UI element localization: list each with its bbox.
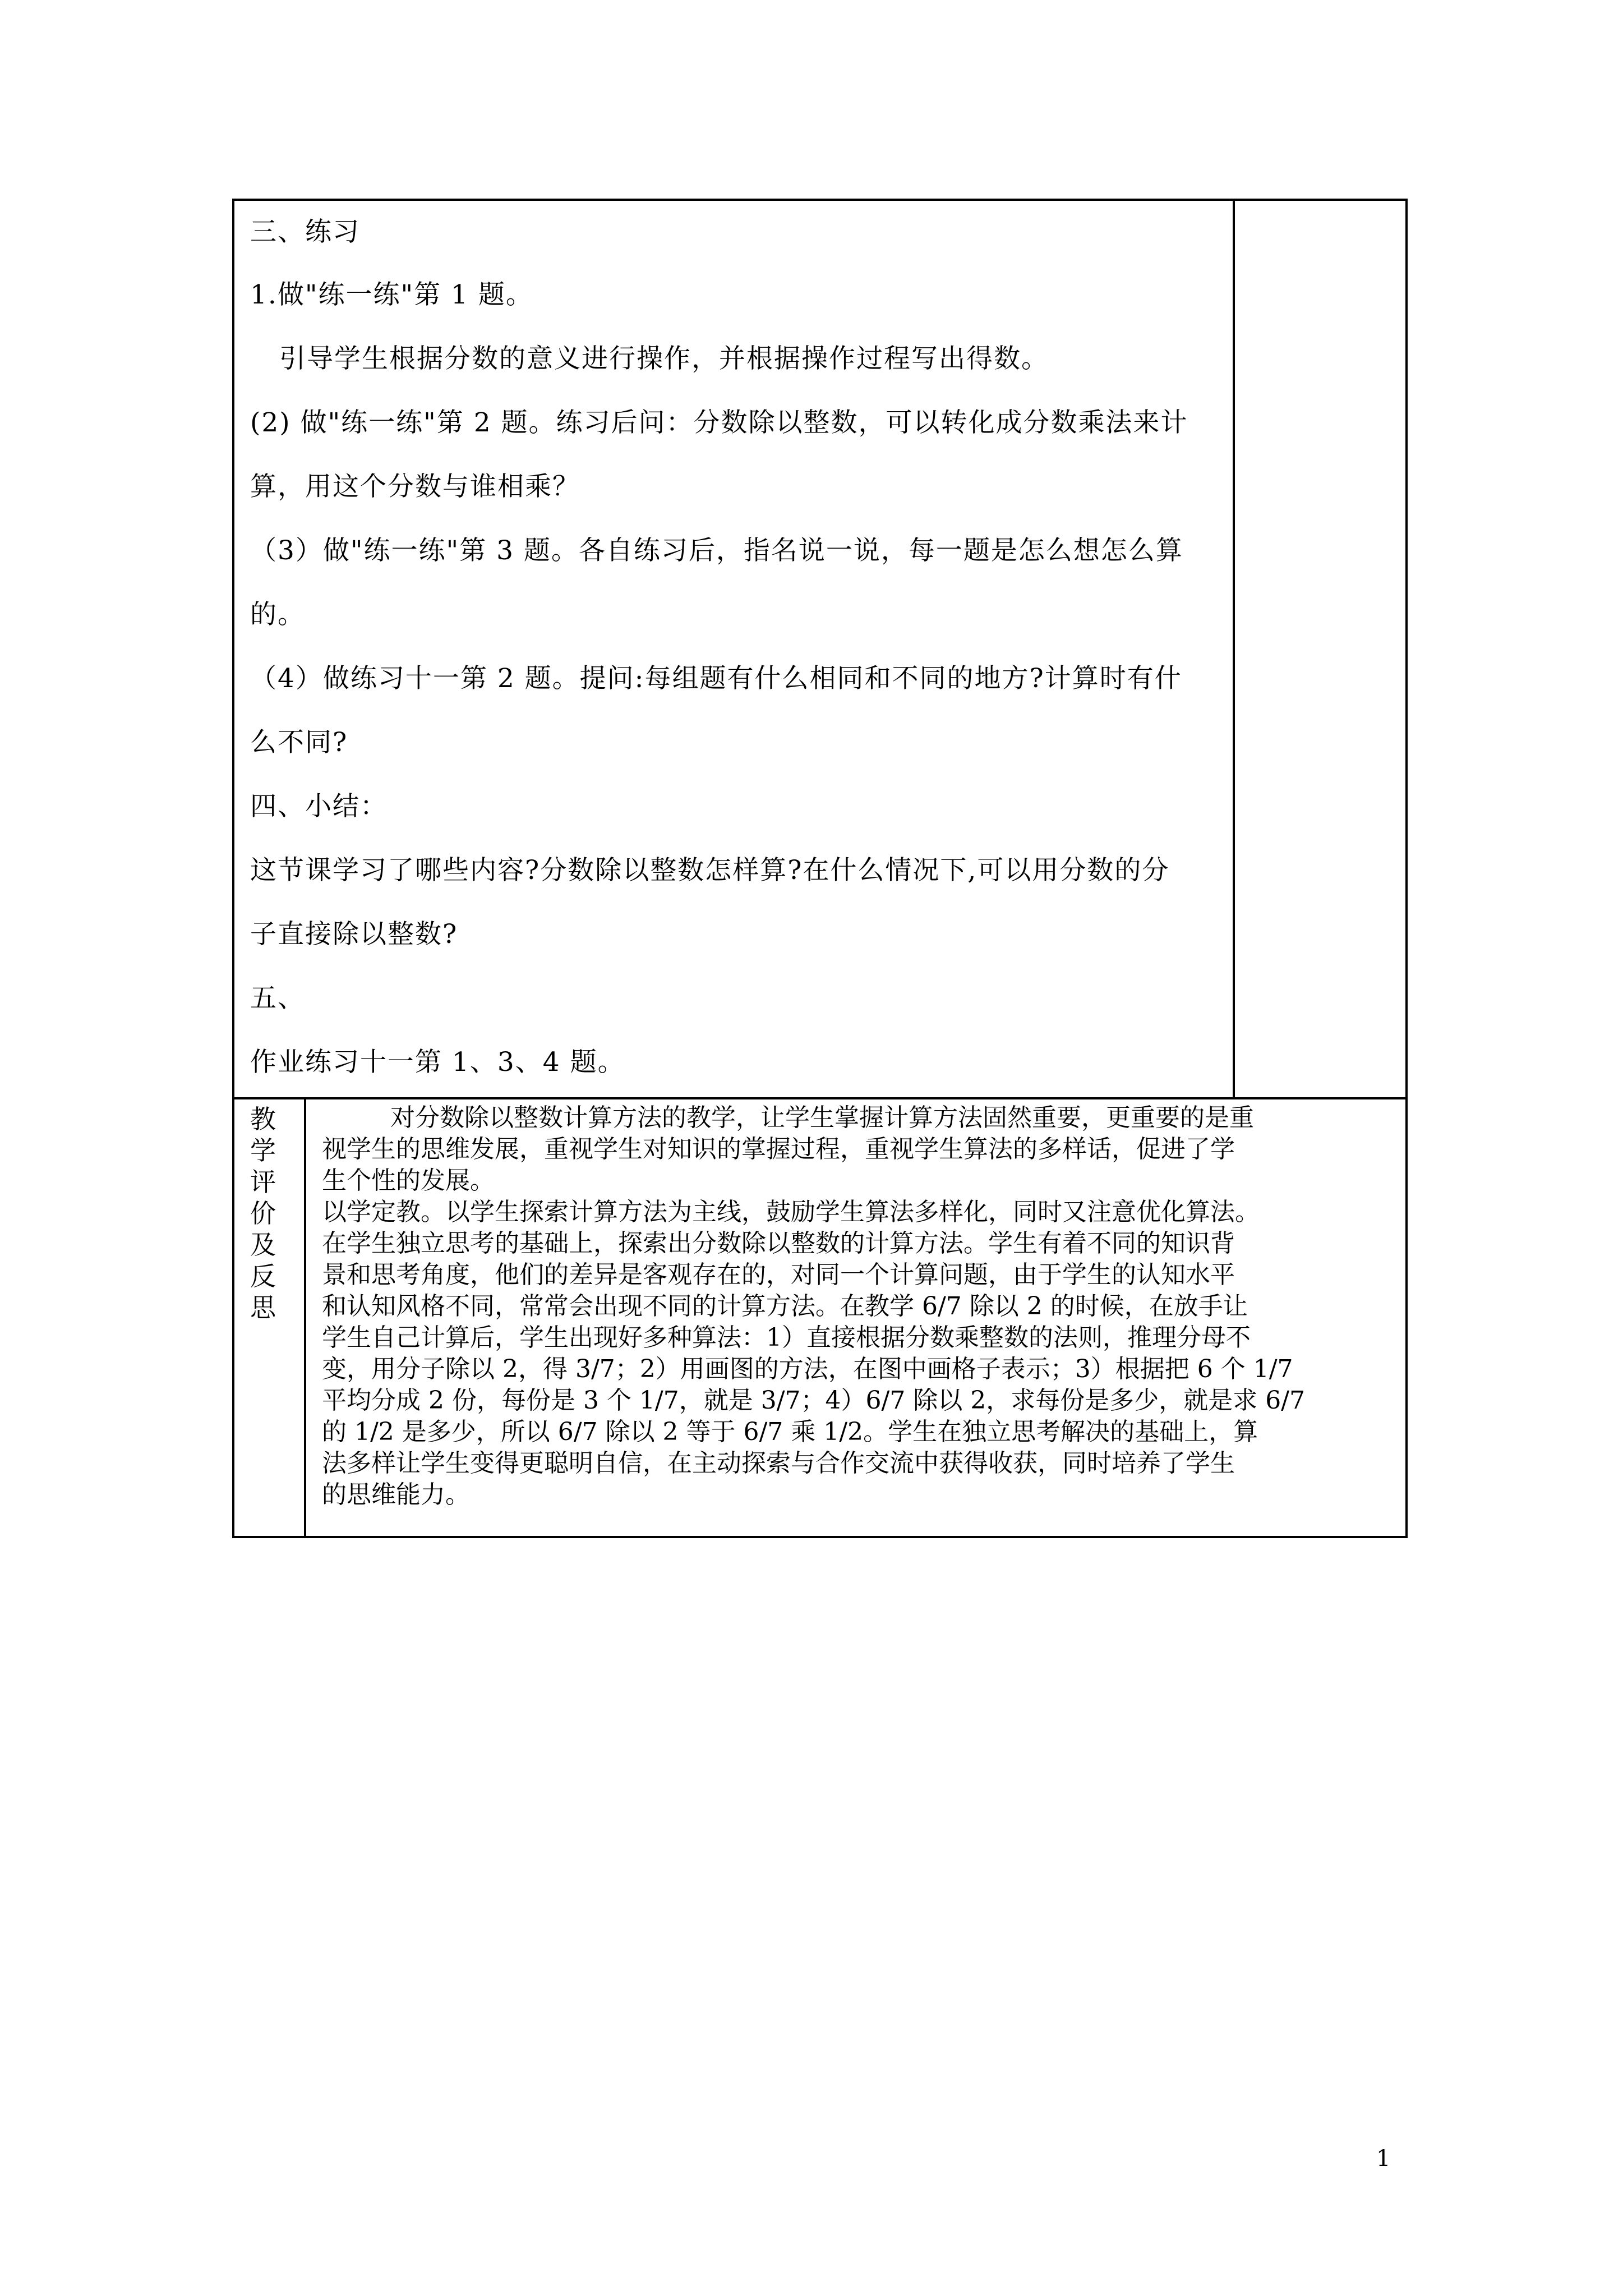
- evaluation-line: 学生自己计算后，学生出现好多种算法：1）直接根据分数乘整数的法则，推理分母不: [322, 1323, 1251, 1352]
- practice-line: （3）做"练一练"第 3 题。各自练习后，指名说一说，每一题是怎么想怎么算: [250, 535, 1183, 566]
- evaluation-label-char: 思: [250, 1292, 276, 1323]
- evaluation-label-char: 价: [250, 1198, 276, 1228]
- evaluation-label-char: 教: [250, 1104, 276, 1134]
- homework-line: 作业练习十一第 1、3、4 题。: [250, 1047, 625, 1078]
- lesson-table-lower: [232, 1097, 1408, 1538]
- practice-cell: [234, 201, 1235, 1097]
- practice-line: （4）做练习十一第 2 题。提问:每组题有什么相同和不同的地方?计算时有什: [250, 663, 1182, 694]
- practice-line: 1.做"练一练"第 1 题。: [250, 279, 533, 310]
- summary-heading: 四、小结：: [250, 791, 388, 822]
- evaluation-label-char: 及: [250, 1230, 276, 1260]
- evaluation-line: 生个性的发展。: [322, 1166, 495, 1195]
- evaluation-line: 视学生的思维发展，重视学生对知识的掌握过程，重视学生算法的多样话，促进了学: [322, 1135, 1235, 1163]
- evaluation-label-cell: [234, 1099, 306, 1536]
- evaluation-line: 在学生独立思考的基础上，探索出分数除以整数的计算方法。学生有着不同的知识背: [322, 1229, 1235, 1258]
- evaluation-line: 的思维能力。: [322, 1480, 470, 1509]
- page-number: 1: [1376, 2146, 1391, 2171]
- practice-line: 引导学生根据分数的意义进行操作，并根据操作过程写出得数。: [279, 343, 1049, 374]
- evaluation-line: 平均分成 2 份，每份是 3 个 1/7，就是 3/7；4）6/7 除以 2，求每份是多少，就是求 6/7: [322, 1386, 1306, 1415]
- summary-line: 子直接除以整数?: [250, 919, 458, 950]
- evaluation-label-char: 评: [250, 1167, 276, 1197]
- evaluation-line: 和认知风格不同，常常会出现不同的计算方法。在教学 6/7 除以 2 的时候，在放手让: [322, 1292, 1248, 1320]
- practice-heading: 三、练习: [250, 217, 360, 247]
- evaluation-label-char: 反: [250, 1261, 276, 1291]
- homework-heading: 五、: [250, 983, 305, 1014]
- practice-line: (2) 做"练一练"第 2 题。练习后问：分数除以整数，可以转化成分数乘法来计: [250, 407, 1188, 438]
- evaluation-line: 法多样让学生变得更聪明自信，在主动探索与合作交流中获得收获，同时培养了学生: [322, 1449, 1235, 1478]
- evaluation-line: 的 1/2 是多少，所以 6/7 除以 2 等于 6/7 乘 1/2。学生在独立思考解决的基础上，算: [322, 1418, 1258, 1446]
- lesson-table-upper: [232, 199, 1408, 1099]
- evaluation-text-cell: [306, 1099, 1405, 1536]
- evaluation-line: 以学定教。以学生探索计算方法为主线，鼓励学生算法多样化，同时又注意优化算法。: [322, 1198, 1260, 1226]
- summary-line: 这节课学习了哪些内容?分数除以整数怎样算?在什么情况下,可以用分数的分: [250, 855, 1170, 886]
- practice-line: 算，用这个分数与谁相乘？: [250, 471, 580, 502]
- practice-line: 么不同?: [250, 727, 348, 758]
- notes-cell: [1235, 201, 1405, 1097]
- evaluation-line: 变，用分子除以 2，得 3/7；2）用画图的方法，在图中画格子表示；3）根据把 6 个 1/7: [322, 1355, 1293, 1383]
- evaluation-line: 景和思考角度，他们的差异是客观存在的，对同一个计算问题，由于学生的认知水平: [322, 1260, 1235, 1289]
- evaluation-label-char: 学: [250, 1135, 276, 1166]
- evaluation-line: 对分数除以整数计算方法的教学，让学生掌握计算方法固然重要，更重要的是重: [390, 1103, 1254, 1132]
- practice-line: 的。: [250, 599, 305, 630]
